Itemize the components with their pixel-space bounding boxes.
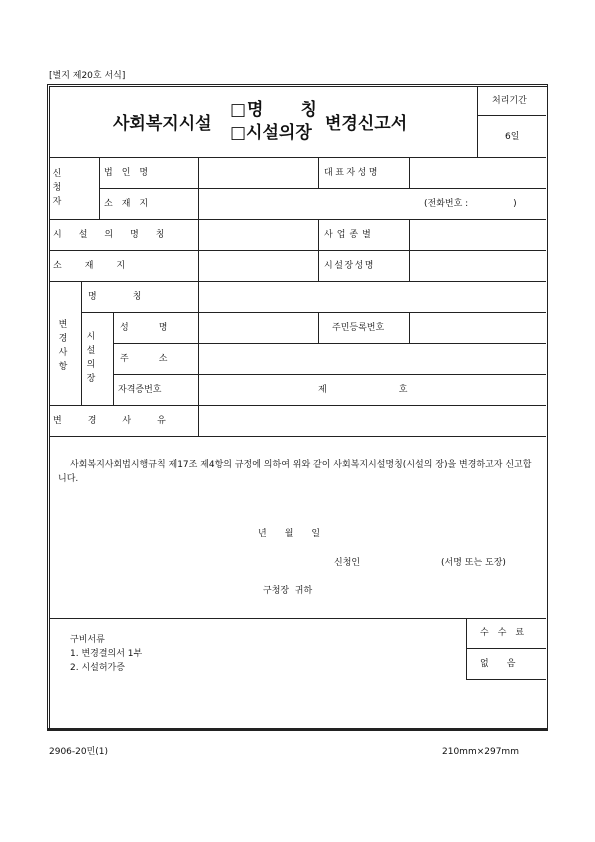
- change-address-label: 주 소: [120, 354, 172, 364]
- processing-divider: [477, 87, 478, 157]
- addressee-text: 구청장 귀하: [263, 586, 313, 596]
- cert-number-label: 자격증번호: [118, 385, 162, 395]
- facility-name-label: 시설의명칭: [53, 230, 182, 240]
- processing-line: [477, 115, 546, 116]
- col-line: [409, 157, 410, 188]
- director-name-label: 시설장성명: [324, 261, 375, 271]
- row-line: [49, 281, 546, 282]
- cert-number-value: 제 호: [318, 385, 408, 395]
- fee-label: 수 수 료: [480, 628, 525, 638]
- title-option-name: □명 칭: [230, 100, 318, 120]
- col-line: [318, 219, 319, 281]
- rrn-label: 주민등록번호: [332, 323, 385, 333]
- docs-item: 2. 시설허가증: [70, 663, 125, 673]
- processing-value: 6일: [505, 132, 520, 142]
- col-line: [318, 312, 319, 343]
- business-type-label: 사업종별: [324, 230, 375, 240]
- row-line: [113, 343, 546, 344]
- applicant-sign-label: 신청인: [334, 558, 361, 568]
- col-line: [113, 312, 114, 405]
- col-line: [318, 157, 319, 188]
- applicant-address-label: 소 재 지: [104, 199, 149, 209]
- docs-title: 구비서류: [70, 635, 105, 645]
- fee-line: [466, 648, 546, 649]
- applicant-section-label: 신청자: [52, 169, 62, 207]
- person-name-label: 성 명: [120, 323, 172, 333]
- col-line: [81, 281, 82, 405]
- fee-divider: [466, 618, 467, 680]
- docs-top-line: [49, 618, 546, 619]
- facility-address-label: 소 재 지: [53, 261, 133, 271]
- form-number-label: [별지 제20호 서식]: [49, 71, 126, 81]
- processing-label: 처리기간: [492, 96, 527, 106]
- row-line: [49, 250, 546, 251]
- row-line: [99, 188, 546, 189]
- row-line: [49, 219, 546, 220]
- title-suffix: 변경신고서: [325, 114, 408, 134]
- frame-shadow-bottom: [47, 728, 548, 730]
- director-section-label: 시설의장: [86, 332, 96, 384]
- title-prefix: 사회복지시설: [113, 114, 212, 134]
- sign-note: (서명 또는 도장): [441, 558, 506, 568]
- fee-value: 없 음: [480, 659, 516, 669]
- phone-number-text: (전화번호 : ): [424, 199, 517, 209]
- row-line: [49, 157, 546, 158]
- col-line: [409, 312, 410, 343]
- docs-item: 1. 변경결의서 1부: [70, 649, 143, 659]
- changes-section-label: 변경사항: [58, 320, 68, 372]
- declaration-text: 사회복지사회법시행규칙 제17조 제4항의 규정에 의하여 위와 같이 사회복지시설명칭(시설의 장)을 변경하고자 신고합니다.: [58, 460, 532, 484]
- date-line: 년 월 일: [258, 529, 321, 539]
- col-line: [99, 157, 100, 219]
- change-reason-label: 변경사유: [53, 416, 192, 426]
- col-line: [198, 157, 199, 436]
- row-line: [113, 374, 546, 375]
- row-line: [49, 405, 546, 406]
- col-line: [409, 219, 410, 281]
- fee-bottom-line: [466, 679, 546, 680]
- corp-name-label: 법 인 명: [104, 168, 149, 178]
- row-line: [81, 312, 546, 313]
- row-line: [49, 436, 546, 437]
- form-frame-inner: [49, 86, 548, 729]
- rep-name-label: 대표자성명: [324, 168, 380, 178]
- footer-paper-size: 210mm×297mm: [442, 747, 519, 757]
- footer-code: 2906-20민(1): [49, 747, 109, 757]
- change-name-label: 명 칭: [88, 292, 148, 302]
- title-option-director: □시설의장: [230, 123, 312, 143]
